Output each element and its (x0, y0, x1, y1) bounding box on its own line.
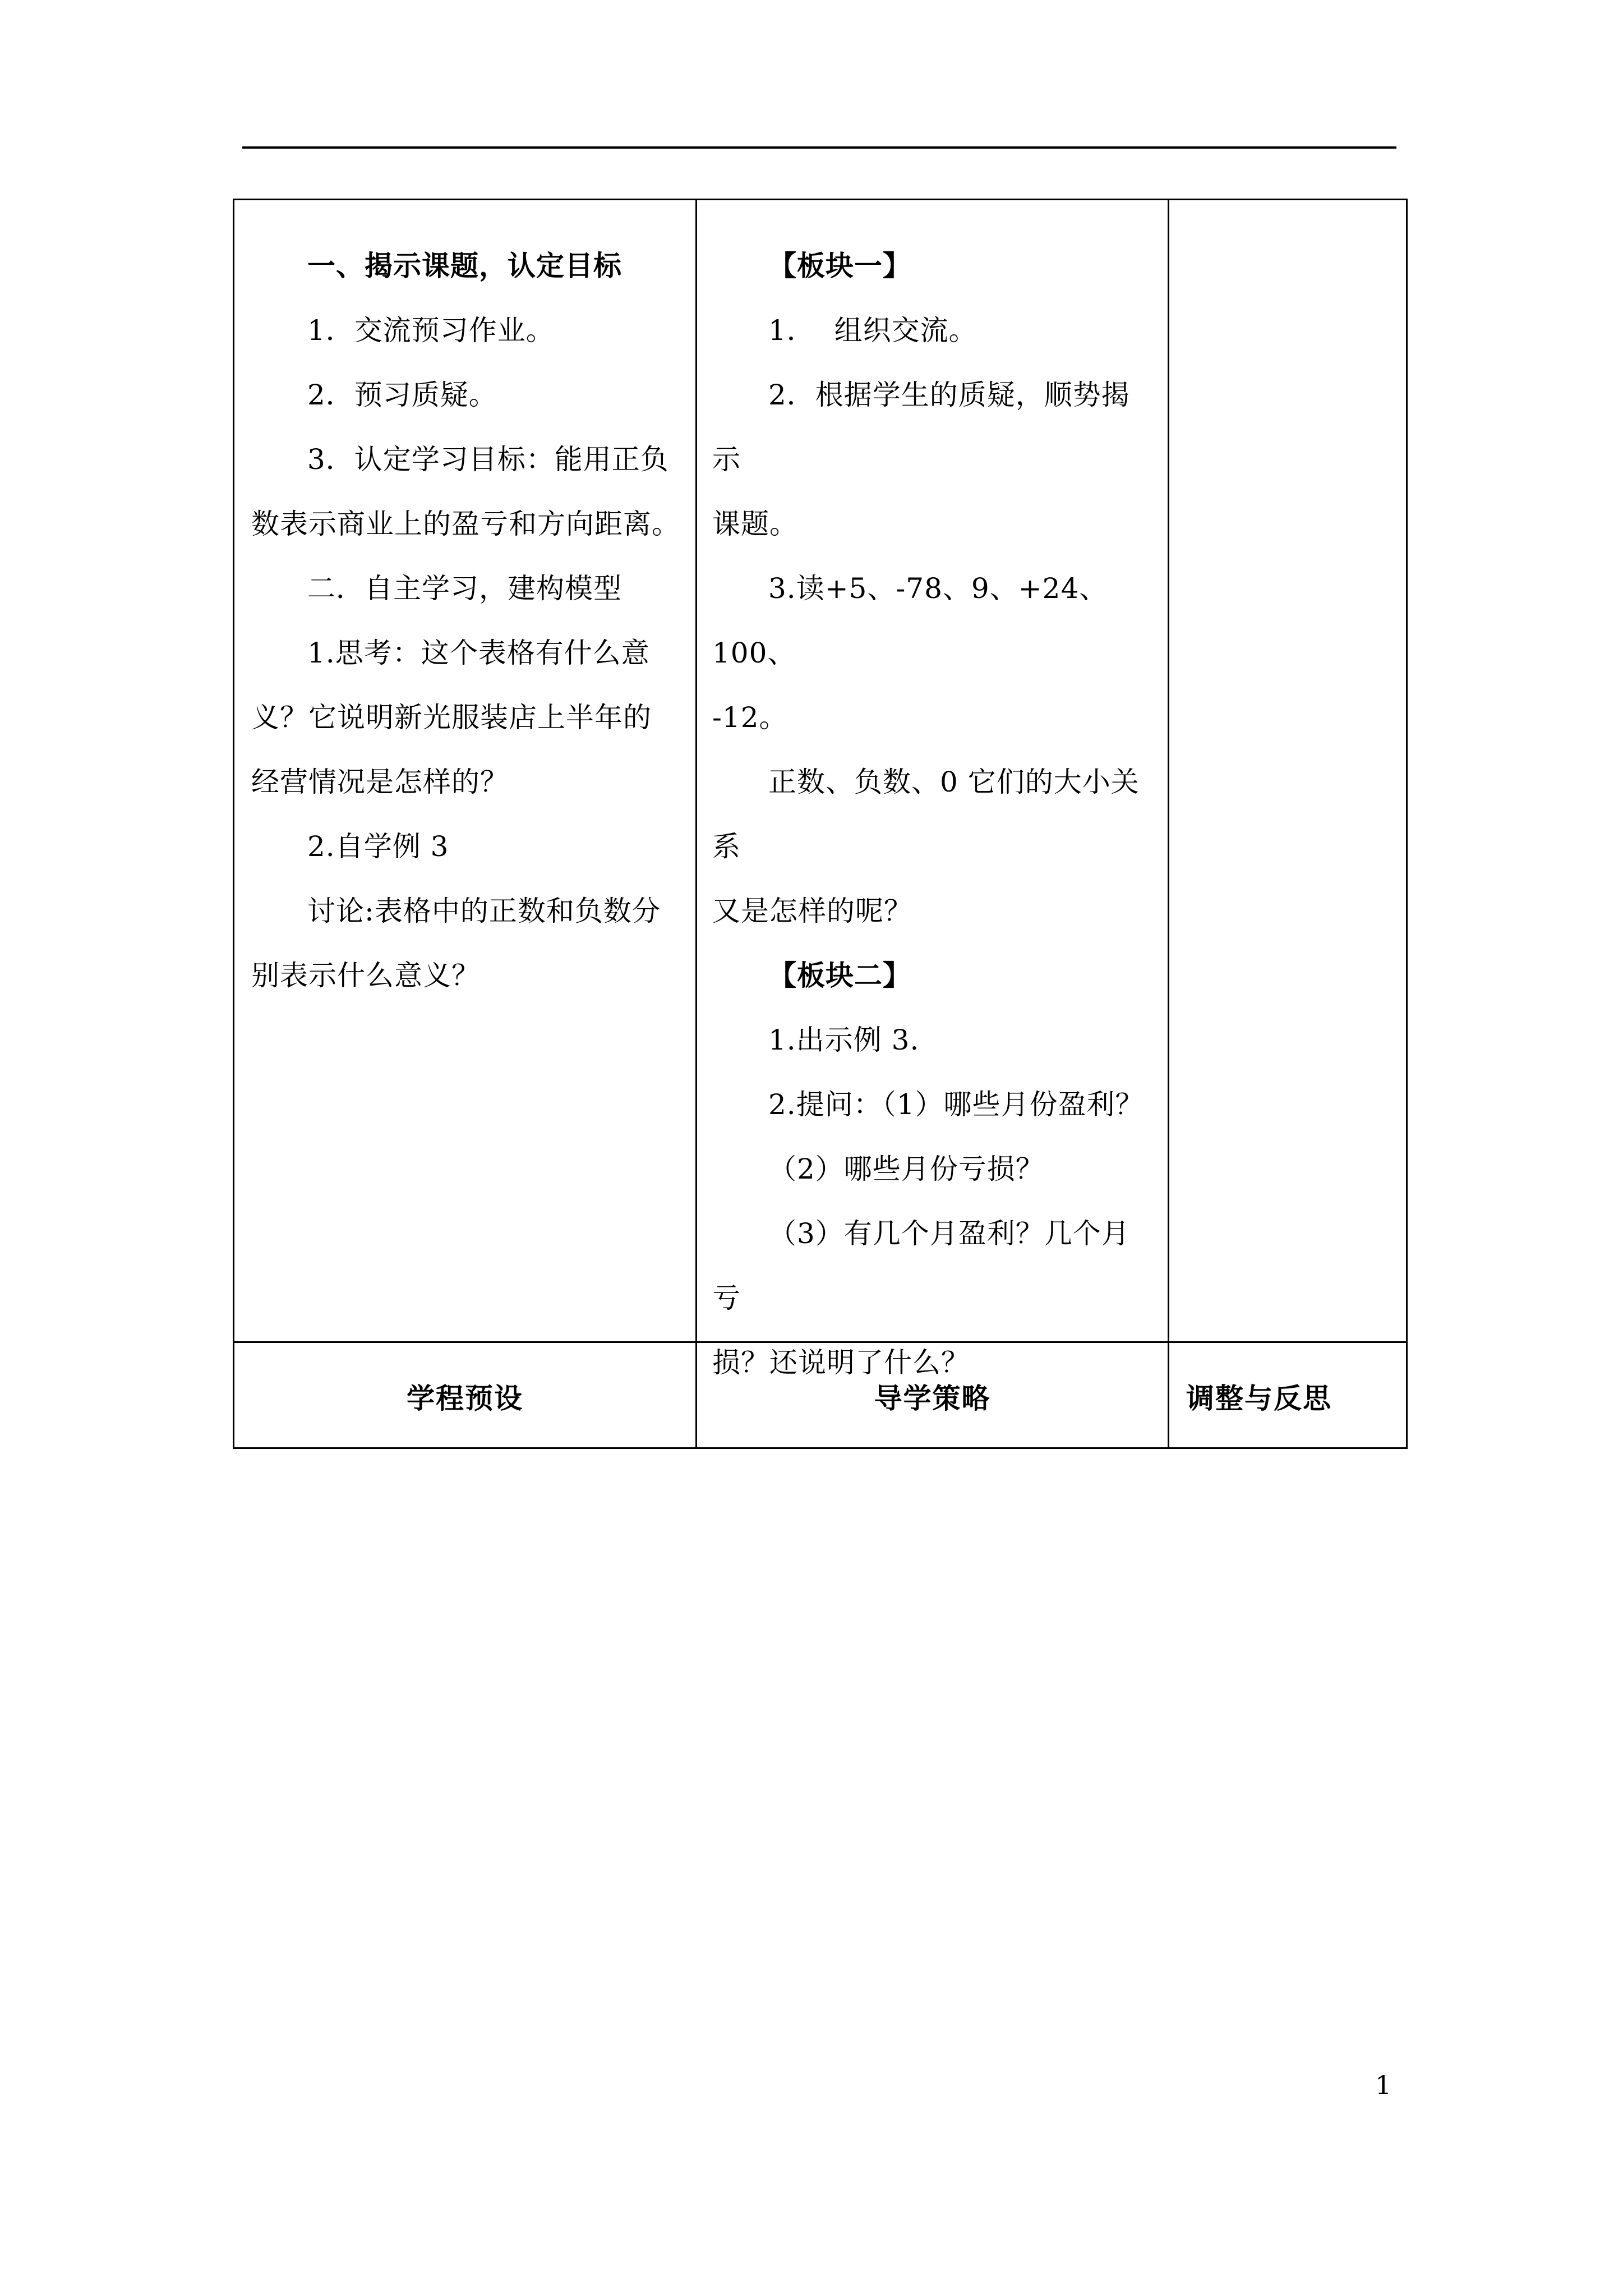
lesson-plan-table (233, 199, 1408, 1449)
guidance-strategy-cell (712, 234, 1150, 1395)
section-heading: 一、揭示课题，认定目标 (307, 250, 622, 282)
page-number: 1 (1375, 2070, 1392, 2100)
text-line: 别表示什么意义？ (251, 959, 480, 992)
text-line: 2.提问：（1）哪些月份盈利？ (768, 1088, 1144, 1121)
text-line: 损？还说明了什么？ (712, 1346, 970, 1379)
footer-guidance-strategy: 导学策略 (874, 1382, 991, 1415)
column-divider (1168, 200, 1169, 1447)
text-line: -12。 (712, 701, 788, 734)
text-line: 1.出示例 3. (768, 1024, 920, 1056)
header-rule (242, 146, 1396, 149)
text-line: 又是怎样的呢？ (712, 895, 912, 927)
text-line: 2．预习质疑。 (307, 379, 497, 411)
footer-adjustment-reflection: 调整与反思 (1186, 1382, 1332, 1415)
text-line: 3．认定学习目标：能用正负 (307, 443, 669, 476)
text-line: 讨论:表格中的正数和负数分 (307, 895, 661, 927)
text-line: 3.读+5、-78、9、+24、100、 (712, 572, 1108, 669)
text-line: 1.思考：这个表格有什么意 (307, 637, 650, 669)
column-divider (695, 200, 697, 1447)
text-line: 2.自学例 3 (307, 830, 449, 863)
text-line: 经营情况是怎样的？ (251, 766, 509, 798)
text-line: 课题。 (712, 508, 798, 540)
text-line: 1．交流预习作业。 (307, 314, 555, 347)
block-heading: 【板块二】 (768, 959, 911, 992)
text-line: 义？它说明新光服装店上半年的 (251, 701, 652, 734)
text-line: （3）有几个月盈利？几个月亏 (712, 1217, 1130, 1314)
block-heading: 【板块一】 (768, 250, 911, 282)
text-line: （2）哪些月份亏损？ (768, 1153, 1044, 1185)
text-line: 1． 组织交流。 (768, 314, 978, 347)
learning-process-cell (251, 234, 686, 1008)
section-heading: 二．自主学习，建构模型 (307, 572, 622, 605)
text-line: 数表示商业上的盈亏和方向距离。 (251, 508, 680, 540)
text-line: 2．根据学生的质疑，顺势揭示 (712, 379, 1130, 476)
footer-learning-process: 学程预设 (407, 1382, 523, 1415)
text-line: 正数、负数、0 它们的大小关系 (712, 766, 1140, 863)
